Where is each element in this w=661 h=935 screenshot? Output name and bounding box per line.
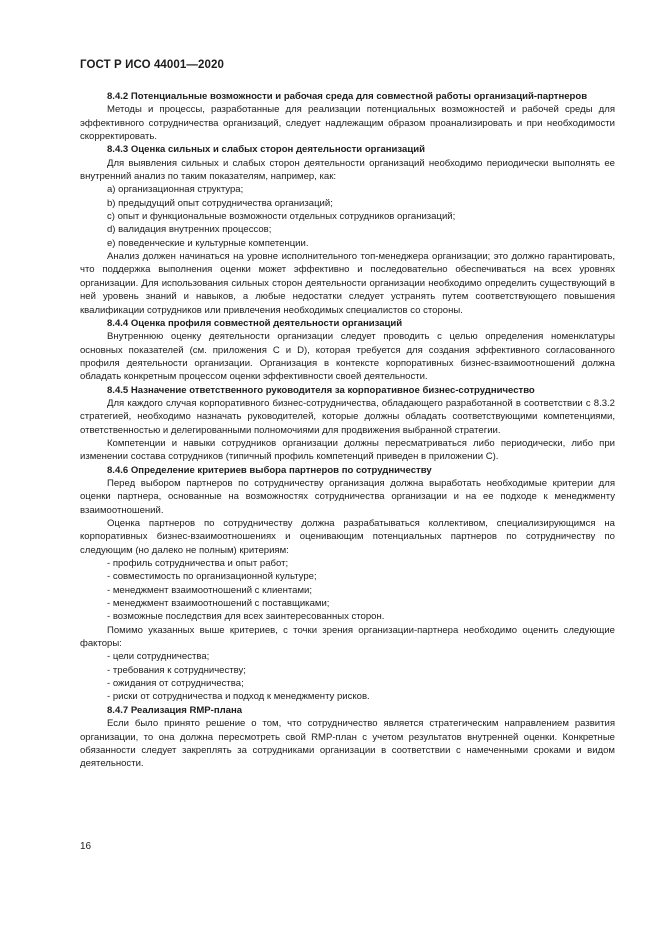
section-heading: 8.4.5 Назначение ответственного руководителя за корпоративное бизнес-сотрудничество xyxy=(107,384,535,396)
list-item: c) опыт и функциональные возможности отдельных сотрудников организаций; xyxy=(107,211,456,223)
list-item: - профиль сотрудничества и опыт работ; xyxy=(107,558,289,570)
list-item: b) предыдущий опыт сотрудничества организаций; xyxy=(107,197,333,209)
list-item: - менеджмент взаимоотношений с поставщиками; xyxy=(107,598,330,610)
paragraph: Компетенции и навыки сотрудников организации должны пересматриваться либо периодически, либо при изменении состава сотрудников (типичный профиль компетенций приведен в приложении С). xyxy=(80,437,615,463)
document-body xyxy=(80,90,615,771)
list-item: - цели сотрудничества; xyxy=(107,651,210,663)
list-item: e) поведенческие и культурные компетенции. xyxy=(107,237,309,249)
list-item: - риски от сотрудничества и подход к менеджменту рисков. xyxy=(107,691,370,703)
section-heading: 8.4.7 Реализация RMP-плана xyxy=(107,704,243,716)
list-item: a) организационная структура; xyxy=(107,184,244,196)
list-item: - менеджмент взаимоотношений с клиентами; xyxy=(107,584,312,596)
paragraph: Анализ должен начинаться на уровне исполнительного топ-менеджера организации; это должно гарантировать, что поддержка выполнения оценки может эффективно и последовательно обеспечиваться на всех уровнях организации. Для использования сильных сторон деятельности организации необходимо определить существующий в ней уровень знаний и навыков, а любые недостатки следует устранять путем соответствующего повышения квалификации сотрудников или привлечения необходимых специалистов со стороны. xyxy=(80,251,615,316)
list-item: - требования к сотрудничеству; xyxy=(107,664,246,676)
list-item: - совместимость по организационной культуре; xyxy=(107,571,317,583)
paragraph: Внутреннюю оценку деятельности организации следует проводить с целью определения номенклатуры основных показателей (см. приложения С и D), которая требуется для создания эффективного согласованного профиля деятельности организации. Организация в контексте корпоративных бизнес-взаимоотношений должна обладать конкретным процессом оценки эффективности своей деятельности. xyxy=(80,331,615,383)
list-item: - ожидания от сотрудничества; xyxy=(107,678,244,690)
section-heading: 8.4.2 Потенциальные возможности и рабочая среда для совместной работы организаций-партнеров xyxy=(107,91,588,102)
paragraph: Для выявления сильных и слабых сторон деятельности организаций необходимо периодически выполнять ее внутренний анализ по таким показателям, например, как: xyxy=(80,157,615,183)
section-heading: 8.4.6 Определение критериев выбора партнеров по сотрудничеству xyxy=(107,464,432,476)
list-item: d) валидация внутренних процессов; xyxy=(107,224,272,236)
paragraph: Помимо указанных выше критериев, с точки зрения организации-партнера необходимо оценить следующие факторы: xyxy=(80,624,615,650)
section-heading: 8.4.3 Оценка сильных и слабых сторон деятельности организаций xyxy=(107,144,425,156)
section-heading: 8.4.4 Оценка профиля совместной деятельности организаций xyxy=(107,317,403,329)
list-item: - возможные последствия для всех заинтересованных сторон. xyxy=(107,611,385,623)
paragraph: Оценка партнеров по сотрудничеству должна разрабатываться коллективом, специализирующимся на корпоративных бизнес-взаимоотношениях и оценивающим потенциальных партнеров по сотрудничеству по следующим (но далеко не полным) критериям: xyxy=(80,518,615,556)
page-number: 16 xyxy=(80,841,92,852)
standard-header: ГОСТ Р ИСО 44001—2020 xyxy=(80,59,225,71)
paragraph: Перед выбором партнеров по сотрудничеству организация должна выработать необходимые критерии для оценки партнера, основанные на возможностях сотрудничества организации и на ее подходе к менеджменту взаимоотношений. xyxy=(80,477,615,516)
paragraph: Если было принято решение о том, что сотрудничество является стратегическим направлением развития организации, то она должна пересмотреть свой RMP-план с учетом результатов внутренней оценки. Конкретные обязанности следует закреплять за сотрудниками организации в соответствии с намеченными сроками и видом деятельности. xyxy=(80,718,615,770)
paragraph: Методы и процессы, разработанные для реализации потенциальных возможностей и рабочей среды для эффективного сотрудничества организаций, следует надлежащим образом проанализировать и при необходимости скорректировать. xyxy=(80,104,615,143)
paragraph: Для каждого случая корпоративного бизнес-сотрудничества, обладающего разработанной в соответствии с 8.3.2 стратегией, необходимо назначать руководителей, которые должны обладать соответствующими компетенциями, ответственностью и делегированными полномочиями для продвижения выбранной стратегии. xyxy=(80,397,615,436)
